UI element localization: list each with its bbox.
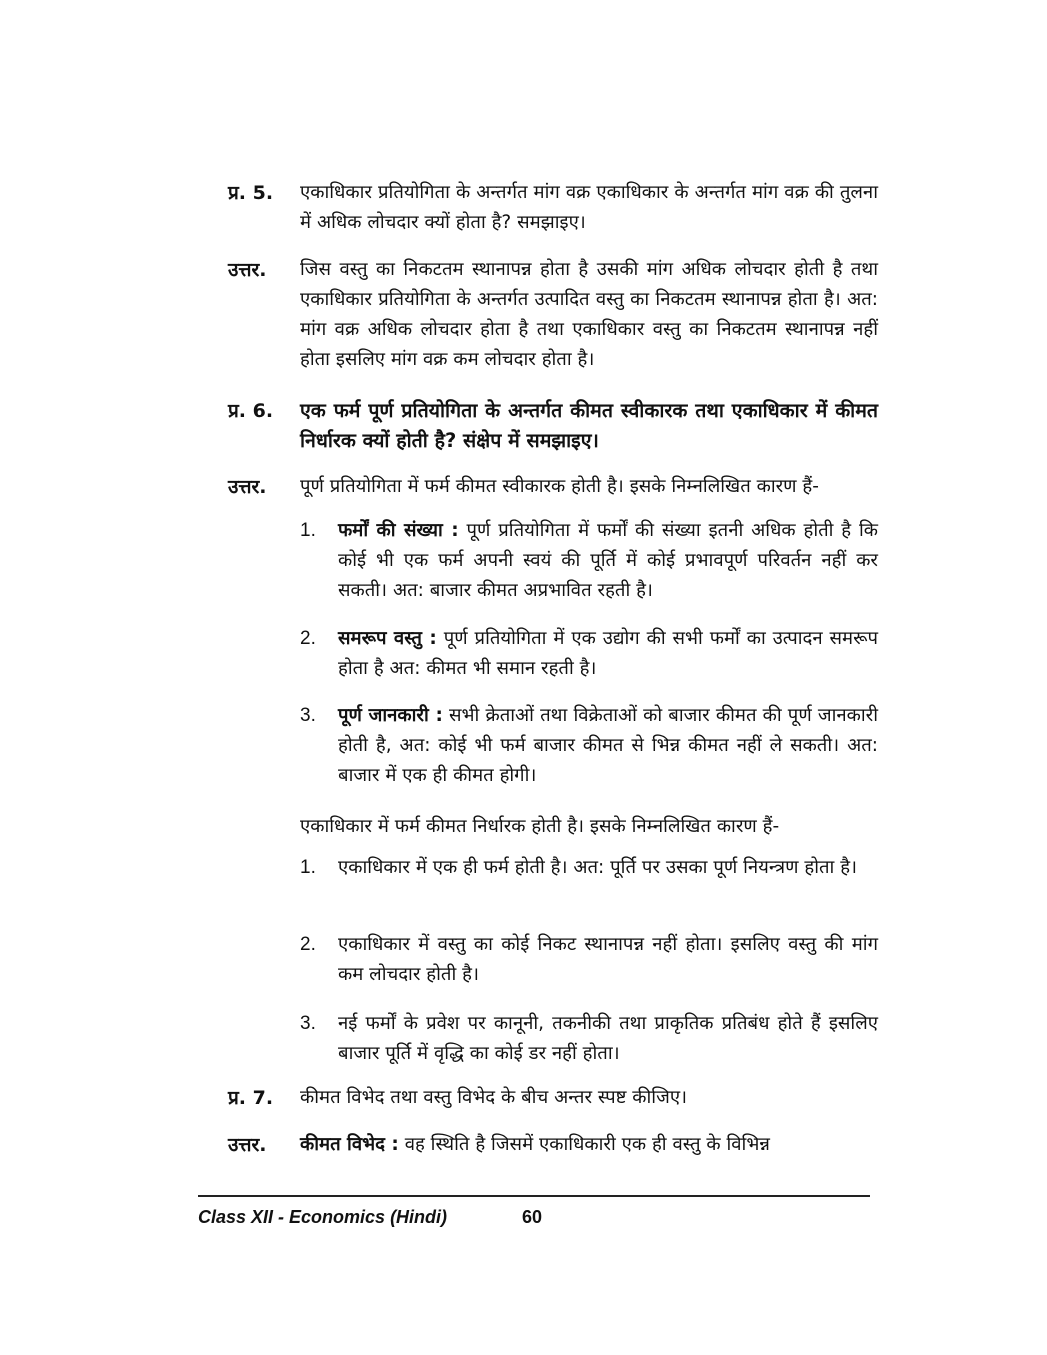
footer-title: Class XII - Economics (Hindi) xyxy=(198,1207,448,1227)
competition-reason-1 xyxy=(300,516,878,606)
answer-text: जिस वस्तु का निकटतम स्थानापन्न होता है उसकी मांग अधिक लोचदार होती है तथा एकाधिकार प्रतियोगिता के अन्तर्गत उत्पादित वस्तु का निकटतम स्थानापन्न होता है। अत: मांग वक्र अधिक लोचदार होता है तथा एकाधिकार वस्तु का निकटतम स्थानापन्न नहीं होता इसलिए मांग वक्र कम लोचदार होता है। xyxy=(300,259,878,370)
monopoly-reason-2 xyxy=(300,930,878,990)
reason-text: पूर्ण प्रतियोगिता में एक उद्योग की सभी फर्मों का उत्पादन समरूप होता है अत: कीमत भी समान रहती है। xyxy=(338,628,878,679)
question-text: कीमत विभेद तथा वस्तु विभेद के बीच अन्तर स्पष्ट कीजिए। xyxy=(300,1087,688,1108)
question-text: एकाधिकार प्रतियोगिता के अन्तर्गत मांग वक्र एकाधिकार के अन्तर्गत मांग वक्र की तुलना में अधिक लोचदार क्यों होता है? समझाइए। xyxy=(300,182,878,233)
list-number: 2. xyxy=(300,934,316,955)
reason-text: पूर्ण प्रतियोगिता में फर्मों की संख्या इतनी अधिक होती है कि कोई भी एक फर्म अपनी स्वयं की पूर्ति में कोई प्रभावपूर्ण परिवर्तन नहीं कर सकती। अत: बाजार कीमत अप्रभावित रहती है। xyxy=(338,520,878,601)
answer-label: उत्तर. xyxy=(228,1134,267,1156)
answer-text: वह स्थिति है जिसमें एकाधिकारी एक ही वस्तु के विभिन्न xyxy=(404,1134,770,1155)
monopoly-reason-3 xyxy=(300,1009,878,1069)
footer-divider xyxy=(198,1195,870,1197)
monopoly-intro: एकाधिकार में फर्म कीमत निर्धारक होती है। इसके निम्नलिखित कारण हैं- xyxy=(300,816,780,837)
list-number: 1. xyxy=(300,857,316,878)
reason-title: फर्मों की संख्या : xyxy=(338,520,459,541)
answer-intro: पूर्ण प्रतियोगिता में फर्म कीमत स्वीकारक होती है। इसके निम्नलिखित कारण हैं- xyxy=(300,476,819,497)
question-label: प्र. 5. xyxy=(228,182,274,204)
reason-text: सभी क्रेताओं तथा विक्रेताओं को बाजार कीमत की पूर्ण जानकारी होती है, अत: कोई भी फर्म बाजार कीमत से भिन्न कीमत नहीं ले सकती। अत: बाजार में एक ही कीमत होगी। xyxy=(338,705,878,786)
list-number: 2. xyxy=(300,628,316,649)
reason-text: नई फर्मों के प्रवेश पर कानूनी, तकनीकी तथा प्राकृतिक प्रतिबंध होते हैं इसलिए बाजार पूर्ति में वृद्धि का कोई डर नहीं होता। xyxy=(338,1013,878,1064)
monopoly-reason-1 xyxy=(300,853,878,883)
list-number: 3. xyxy=(300,705,316,726)
question-7 xyxy=(228,1083,878,1113)
answer-5 xyxy=(228,255,878,375)
reason-text: एकाधिकार में वस्तु का कोई निकट स्थानापन्न नहीं होता। इसलिए वस्तु की मांग कम लोचदार होती है। xyxy=(338,934,878,985)
answer-6 xyxy=(228,472,878,502)
question-5 xyxy=(228,178,878,238)
answer-7 xyxy=(228,1130,878,1160)
list-number: 1. xyxy=(300,520,316,541)
reason-text: एकाधिकार में एक ही फर्म होती है। अत: पूर्ति पर उसका पूर्ण नियन्त्रण होता है। xyxy=(338,857,858,878)
reason-title: समरूप वस्तु : xyxy=(338,628,437,649)
question-label: प्र. 6. xyxy=(228,400,274,422)
answer-label: उत्तर. xyxy=(228,476,267,498)
list-number: 3. xyxy=(300,1013,316,1034)
page-number: 60 xyxy=(522,1207,543,1227)
reason-title: पूर्ण जानकारी : xyxy=(338,705,443,726)
competition-reason-2 xyxy=(300,624,878,684)
answer-term: कीमत विभेद : xyxy=(300,1134,399,1155)
question-label: प्र. 7. xyxy=(228,1087,274,1109)
competition-reason-3 xyxy=(300,701,878,791)
answer-label: उत्तर. xyxy=(228,259,267,281)
question-text: एक फर्म पूर्ण प्रतियोगिता के अन्तर्गत कीमत स्वीकारक तथा एकाधिकार में कीमत निर्धारक क्यों होती है? संक्षेप में समझाइए। xyxy=(300,399,878,452)
question-6 xyxy=(228,396,878,456)
